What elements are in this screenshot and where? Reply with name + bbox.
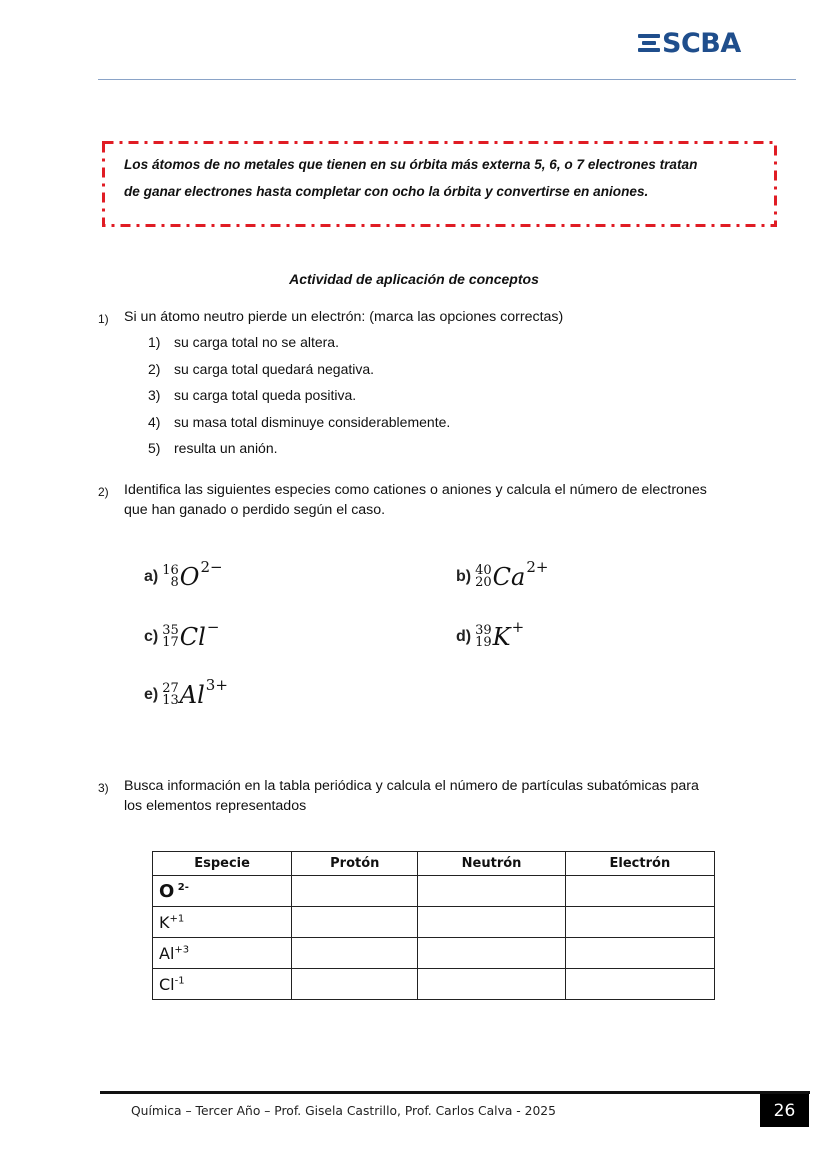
species-cell: $Al^{+3}$ (153, 938, 292, 969)
species-a: a) 16 8 O 2− (144, 558, 223, 591)
table-row (153, 876, 715, 907)
option-2[interactable]: 2) su carga total quedará negativa. (148, 361, 375, 377)
species-cell: $Cl^{-1}$ (153, 969, 292, 1000)
electron-cell[interactable] (565, 876, 714, 907)
species-cell: O $^{2-}$ (153, 876, 292, 907)
neutron-cell[interactable] (418, 969, 565, 1000)
electron-cell[interactable] (565, 938, 714, 969)
header-electron: Electrón (565, 852, 714, 876)
option-3[interactable]: 3) su carga total queda positiva. (148, 387, 357, 403)
proton-cell[interactable] (292, 876, 418, 907)
table-row (153, 938, 715, 969)
callout-line-1: Los átomos de no metales que tienen en su órbita más externa 5, 6, o 7 electrones tratan (124, 157, 698, 172)
option-4[interactable]: 4) su masa total disminuye considerablemente. (148, 414, 451, 430)
electron-cell[interactable] (565, 907, 714, 938)
proton-cell[interactable] (292, 969, 418, 1000)
neutron-cell[interactable] (418, 876, 565, 907)
neutron-cell[interactable] (418, 938, 565, 969)
question-1-text: Si un átomo neutro pierde un electrón: (marca las opciones correctas) (124, 309, 564, 325)
question-2-text: Identifica las siguientes especies como cationes o aniones y calcula el número de electrones que han ganado o perdido según el caso. (124, 482, 707, 518)
page-number: 26 (760, 1094, 809, 1127)
logo-text: SCBA (662, 27, 741, 59)
header-divider (98, 79, 796, 80)
species-d: d) 39 19 K + (456, 618, 525, 651)
table-row (153, 907, 715, 938)
question-3-number: 3) (98, 781, 109, 795)
question-2-number: 2) (98, 485, 109, 499)
particles-table (152, 851, 715, 1000)
activity-title: Actividad de aplicación de conceptos (289, 271, 539, 287)
table-row (153, 969, 715, 1000)
footer-text: Química – Tercer Año – Prof. Gisela Castrillo, Prof. Carlos Calva - 2025 (131, 1104, 556, 1118)
option-1[interactable]: 1) su carga total no se altera. (148, 334, 339, 350)
question-3-text: Busca información en la tabla periódica y calcula el número de partículas subatómicas para los elementos representados (124, 778, 699, 814)
header-proton: Protón (292, 852, 418, 876)
proton-cell[interactable] (292, 907, 418, 938)
neutron-cell[interactable] (418, 907, 565, 938)
callout-text (124, 151, 774, 205)
species-c: c) 35 17 Cl − (144, 618, 220, 651)
proton-cell[interactable] (292, 938, 418, 969)
species-e: e) 27 13 Al 3+ (144, 676, 228, 709)
callout-line-2: de ganar electrones hasta completar con ocho la órbita y convertirse en aniones. (124, 184, 649, 199)
header-especie: Especie (153, 852, 292, 876)
header-neutron: Neutrón (418, 852, 565, 876)
electron-cell[interactable] (565, 969, 714, 1000)
callout-box (102, 141, 777, 227)
footer-divider (100, 1091, 810, 1094)
logo-bars-icon (638, 33, 660, 53)
option-5[interactable]: 5) resulta un anión. (148, 440, 278, 456)
table-header-row (153, 852, 715, 876)
scba-logo (638, 27, 741, 59)
species-cell: $K^{+1}$ (153, 907, 292, 938)
question-1-number: 1) (98, 312, 109, 326)
species-b: b) 40 20 Ca 2+ (456, 558, 549, 591)
